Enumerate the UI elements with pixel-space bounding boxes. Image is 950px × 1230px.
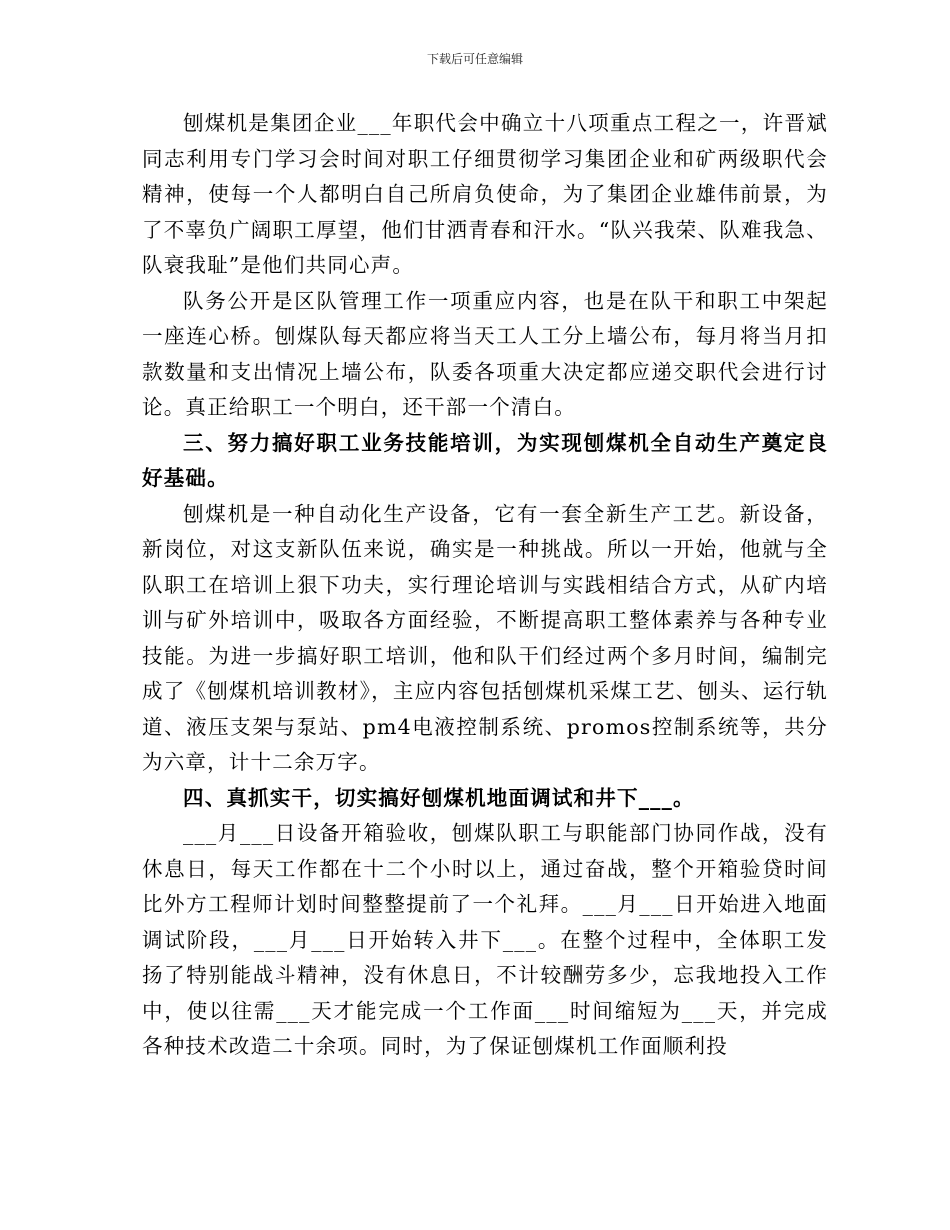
paragraph-party-meeting: 刨煤机是集团企业___年职代会中确立十八项重点工程之一，许晋斌同志利用专门学习会时间对职工仔细贯彻学习集团企业和矿两级职代会精神，使每一个人都明白自己所肩负使命，为了集团企业雄伟前景，为了不辜负广阔职工厚望，他们甘洒青春和汗水。“队兴我荣、队难我急、队衰我耻”是他们共同心声。 — [142, 111, 828, 277]
document-body — [142, 106, 828, 1065]
paragraph-training: 刨煤机是一种自动化生产设备，它有一套全新生产工艺。新设备，新岗位，对这支新队伍来说，确实是一种挑战。所以一开始，他就与全队职工在培训上狠下功夫，实行理论培训与实践相结合方式，从矿内培训与矿外培训中，吸取各方面经验，不断提高职工整体素养与各种专业技能。为进一步搞好职工培训，他和队干们经过两个多月时间，编制完成了《刨煤机培训教材》，主应内容包括刨煤机采煤工艺、刨头、运行轨道、液压支架与泵站、pm4电液控制系统、promos控制系统等，共分为六章，计十二余万字。 — [142, 501, 828, 774]
section-heading-training: 三、努力搞好职工业务技能培训，为实现刨煤机全自动生产奠定良好基础。 — [142, 430, 828, 490]
paragraph-team-affairs: 队务公开是区队管理工作一项重应内容，也是在队干和职工中架起一座连心桥。刨煤队每天都应将当天工人工分上墙公布，每月将当月扣款数量和支出情况上墙公布，队委各项重大决定都应递交职代会进行讨论。真正给职工一个明白，还干部一个清白。 — [142, 288, 828, 419]
section-heading-commissioning: 四、真抓实干，切实搞好刨煤机地面调试和井下___。 — [183, 785, 695, 810]
paragraph-commissioning: ___月___日设备开箱验收，刨煤队职工与职能部门协同作战，没有休息日，每天工作都在十二个小时以上，通过奋战，整个开箱验贷时间比外方工程师计划时间整整提前了一个礼拜。___月___日开始进入地面调试阶段，___月___日开始转入井下___。在整个过程中，全体职工发扬了特别能战斗精神，没有休息日，不计较酬劳多少，忘我地投入工作中，使以往需___天才能完成一个工作面___时间缩短为___天，并完成各种技术改造二十余项。同时，为了保证刨煤机工作面顺利投 — [142, 821, 828, 1058]
page-header: 下载后可任意编辑 — [426, 52, 523, 66]
